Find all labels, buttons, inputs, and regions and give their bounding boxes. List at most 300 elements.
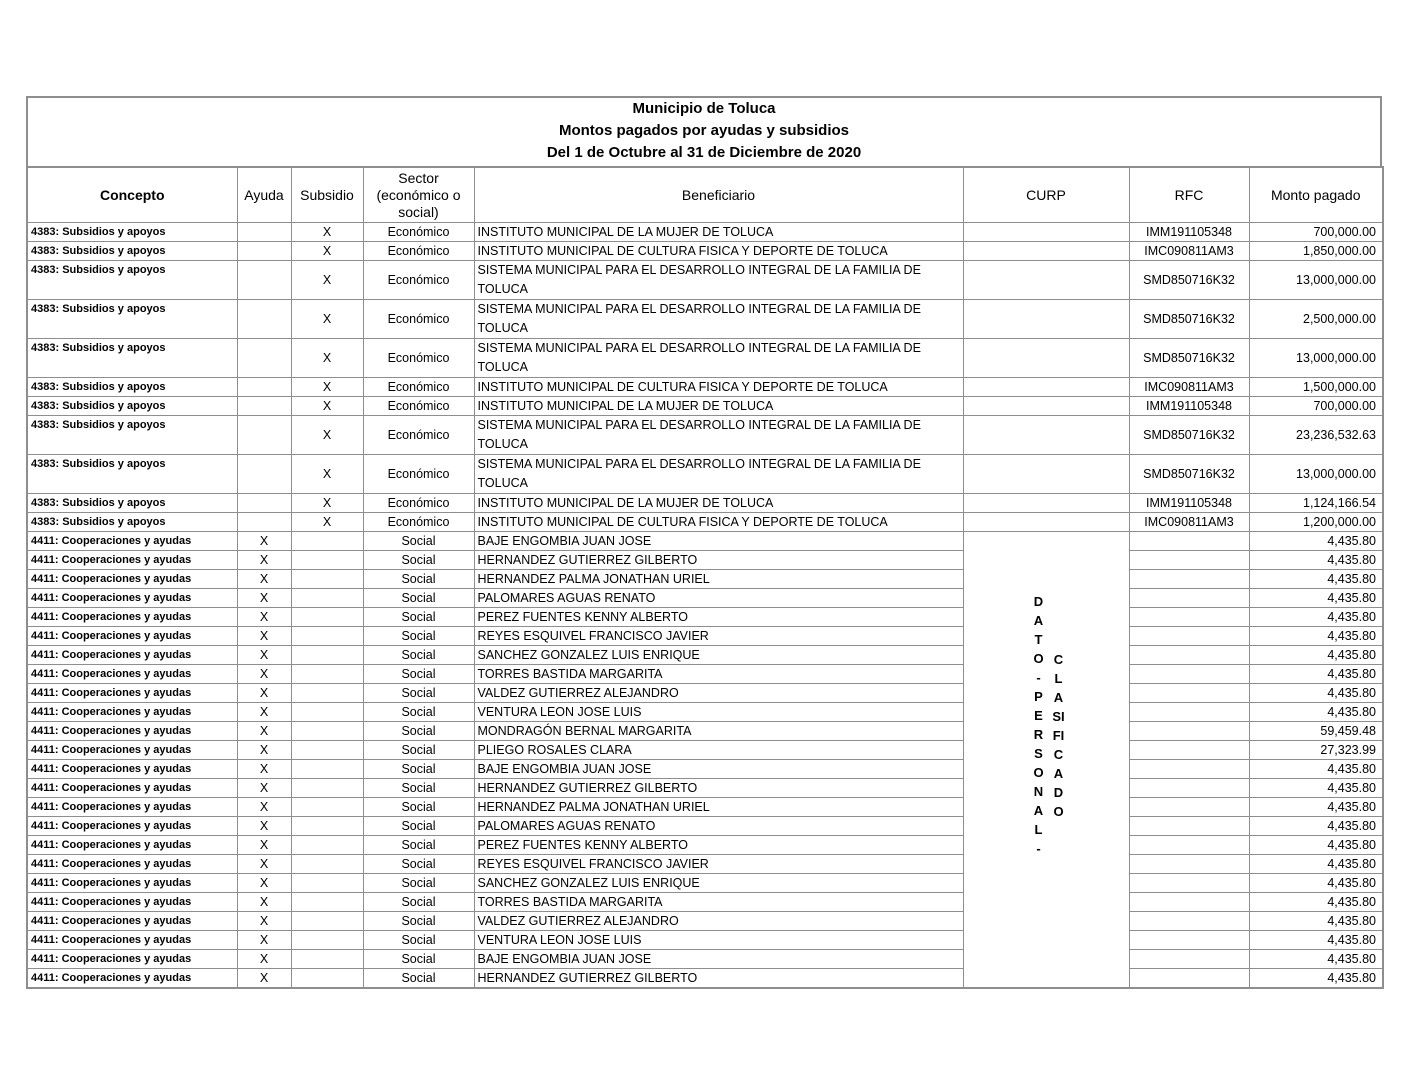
table-row [27, 855, 1383, 874]
cell-sector: Económico [363, 455, 474, 494]
cell-concepto: 4411: Cooperaciones y ayudas [27, 589, 237, 608]
cell-sector: Social [363, 836, 474, 855]
cell-ayuda: X [237, 608, 291, 627]
cell-sector: Social [363, 608, 474, 627]
table-row [27, 551, 1383, 570]
cell-rfc [1129, 836, 1249, 855]
cell-concepto: 4411: Cooperaciones y ayudas [27, 684, 237, 703]
cell-sector: Económico [363, 339, 474, 378]
cell-rfc [1129, 684, 1249, 703]
cell-concepto: 4411: Cooperaciones y ayudas [27, 912, 237, 931]
cell-sector: Social [363, 817, 474, 836]
table-row [27, 627, 1383, 646]
cell-subsidio [291, 741, 363, 760]
cell-beneficiario: INSTITUTO MUNICIPAL DE LA MUJER DE TOLUCA [474, 494, 963, 513]
cell-monto: 4,435.80 [1249, 874, 1383, 893]
payments-table [26, 166, 1384, 989]
cell-sector: Social [363, 551, 474, 570]
cell-rfc: IMC090811AM3 [1129, 378, 1249, 397]
report-subtitle: Montos pagados por ayudas y subsidios [558, 122, 850, 139]
cell-rfc: IMM191105348 [1129, 397, 1249, 416]
cell-beneficiario: REYES ESQUIVEL FRANCISCO JAVIER [474, 627, 963, 646]
cell-subsidio [291, 684, 363, 703]
cell-subsidio [291, 570, 363, 589]
cell-sector: Social [363, 722, 474, 741]
cell-monto: 4,435.80 [1249, 703, 1383, 722]
cell-monto: 4,435.80 [1249, 665, 1383, 684]
cell-beneficiario: PALOMARES AGUAS RENATO [474, 589, 963, 608]
table-row [27, 931, 1383, 950]
cell-rfc [1129, 703, 1249, 722]
cell-ayuda: X [237, 722, 291, 741]
cell-sector: Económico [363, 378, 474, 397]
cell-concepto: 4411: Cooperaciones y ayudas [27, 741, 237, 760]
cell-ayuda: X [237, 646, 291, 665]
cell-beneficiario: SISTEMA MUNICIPAL PARA EL DESARROLLO INTEGRAL DE LA FAMILIA DE TOLUCA [474, 455, 963, 494]
cell-sector: Social [363, 950, 474, 969]
table-row [27, 339, 1383, 378]
cell-rfc: IMM191105348 [1129, 494, 1249, 513]
cell-concepto: 4383: Subsidios y apoyos [27, 513, 237, 532]
cell-monto: 1,850,000.00 [1249, 242, 1383, 261]
cell-sector: Económico [363, 494, 474, 513]
cell-monto: 4,435.80 [1249, 627, 1383, 646]
cell-concepto: 4411: Cooperaciones y ayudas [27, 532, 237, 551]
cell-subsidio [291, 627, 363, 646]
cell-concepto: 4411: Cooperaciones y ayudas [27, 855, 237, 874]
table-row [27, 722, 1383, 741]
cell-rfc [1129, 931, 1249, 950]
cell-subsidio [291, 969, 363, 989]
cell-rfc [1129, 874, 1249, 893]
cell-ayuda: X [237, 589, 291, 608]
cell-sector: Social [363, 646, 474, 665]
table-header-row [27, 167, 1383, 223]
cell-concepto: 4411: Cooperaciones y ayudas [27, 779, 237, 798]
cell-subsidio [291, 703, 363, 722]
cell-subsidio [291, 665, 363, 684]
cell-rfc: SMD850716K32 [1129, 261, 1249, 300]
cell-concepto: 4411: Cooperaciones y ayudas [27, 931, 237, 950]
cell-beneficiario: PEREZ FUENTES KENNY ALBERTO [474, 836, 963, 855]
cell-rfc [1129, 779, 1249, 798]
cell-ayuda: X [237, 969, 291, 989]
cell-subsidio: X [291, 416, 363, 455]
cell-concepto: 4383: Subsidios y apoyos [27, 378, 237, 397]
cell-monto: 23,236,532.63 [1249, 416, 1383, 455]
cell-monto: 4,435.80 [1249, 570, 1383, 589]
cell-monto: 4,435.80 [1249, 779, 1383, 798]
cell-subsidio [291, 779, 363, 798]
table-row [27, 969, 1383, 989]
cell-rfc: SMD850716K32 [1129, 339, 1249, 378]
cell-sector: Social [363, 570, 474, 589]
cell-beneficiario: BAJE ENGOMBIA JUAN JOSE [474, 950, 963, 969]
report-period: Del 1 de Octubre al 31 de Diciembre de 2020 [546, 144, 862, 161]
cell-monto: 4,435.80 [1249, 893, 1383, 912]
cell-ayuda [237, 378, 291, 397]
cell-monto: 4,435.80 [1249, 589, 1383, 608]
cell-sector: Social [363, 969, 474, 989]
redaction-label-clasificado: CLASIFICADO [1052, 652, 1065, 819]
cell-sector: Económico [363, 242, 474, 261]
cell-rfc [1129, 741, 1249, 760]
cell-beneficiario: VALDEZ GUTIERREZ ALEJANDRO [474, 912, 963, 931]
cell-monto: 27,323.99 [1249, 741, 1383, 760]
cell-sector: Social [363, 627, 474, 646]
cell-subsidio [291, 950, 363, 969]
cell-ayuda [237, 397, 291, 416]
cell-concepto: 4411: Cooperaciones y ayudas [27, 722, 237, 741]
cell-concepto: 4411: Cooperaciones y ayudas [27, 646, 237, 665]
cell-concepto: 4411: Cooperaciones y ayudas [27, 665, 237, 684]
cell-subsidio: X [291, 378, 363, 397]
table-row [27, 608, 1383, 627]
col-concepto: Concepto [27, 167, 237, 223]
table-row [27, 261, 1383, 300]
cell-subsidio: X [291, 397, 363, 416]
cell-rfc [1129, 969, 1249, 989]
cell-subsidio: X [291, 494, 363, 513]
col-sector: Sector (económico o social) [363, 167, 474, 223]
cell-beneficiario: TORRES BASTIDA MARGARITA [474, 893, 963, 912]
cell-beneficiario: INSTITUTO MUNICIPAL DE CULTURA FISICA Y DEPORTE DE TOLUCA [474, 242, 963, 261]
cell-curp [963, 397, 1129, 416]
table-row [27, 532, 1383, 551]
cell-sector: Económico [363, 223, 474, 242]
cell-rfc: SMD850716K32 [1129, 416, 1249, 455]
cell-concepto: 4383: Subsidios y apoyos [27, 223, 237, 242]
table-row [27, 570, 1383, 589]
cell-rfc [1129, 532, 1249, 551]
table-row [27, 741, 1383, 760]
cell-rfc [1129, 665, 1249, 684]
cell-sector: Social [363, 779, 474, 798]
cell-ayuda: X [237, 570, 291, 589]
cell-monto: 700,000.00 [1249, 397, 1383, 416]
col-ayuda: Ayuda [237, 167, 291, 223]
cell-subsidio [291, 608, 363, 627]
cell-rfc: SMD850716K32 [1129, 455, 1249, 494]
cell-sector: Económico [363, 261, 474, 300]
cell-ayuda: X [237, 817, 291, 836]
cell-rfc: IMC090811AM3 [1129, 513, 1249, 532]
cell-beneficiario: VENTURA LEON JOSE LUIS [474, 931, 963, 950]
cell-monto: 4,435.80 [1249, 950, 1383, 969]
table-row [27, 893, 1383, 912]
report-header [26, 96, 1382, 166]
cell-sector: Social [363, 703, 474, 722]
cell-rfc [1129, 798, 1249, 817]
cell-subsidio [291, 589, 363, 608]
cell-monto: 4,435.80 [1249, 969, 1383, 989]
cell-curp [963, 300, 1129, 339]
cell-beneficiario: SISTEMA MUNICIPAL PARA EL DESARROLLO INTEGRAL DE LA FAMILIA DE TOLUCA [474, 416, 963, 455]
cell-monto: 4,435.80 [1249, 912, 1383, 931]
cell-rfc [1129, 608, 1249, 627]
cell-sector: Social [363, 760, 474, 779]
cell-subsidio [291, 912, 363, 931]
table-row [27, 242, 1383, 261]
cell-concepto: 4411: Cooperaciones y ayudas [27, 893, 237, 912]
cell-ayuda: X [237, 779, 291, 798]
cell-beneficiario: SANCHEZ GONZALEZ LUIS ENRIQUE [474, 646, 963, 665]
cell-ayuda [237, 242, 291, 261]
cell-concepto: 4383: Subsidios y apoyos [27, 261, 237, 300]
cell-concepto: 4411: Cooperaciones y ayudas [27, 627, 237, 646]
cell-subsidio: X [291, 513, 363, 532]
table-row [27, 300, 1383, 339]
table-row [27, 798, 1383, 817]
cell-beneficiario: PEREZ FUENTES KENNY ALBERTO [474, 608, 963, 627]
cell-monto: 13,000,000.00 [1249, 261, 1383, 300]
cell-monto: 4,435.80 [1249, 817, 1383, 836]
cell-monto: 4,435.80 [1249, 532, 1383, 551]
cell-concepto: 4411: Cooperaciones y ayudas [27, 950, 237, 969]
cell-concepto: 4411: Cooperaciones y ayudas [27, 570, 237, 589]
cell-concepto: 4411: Cooperaciones y ayudas [27, 836, 237, 855]
cell-beneficiario: SISTEMA MUNICIPAL PARA EL DESARROLLO INTEGRAL DE LA FAMILIA DE TOLUCA [474, 339, 963, 378]
table-row [27, 397, 1383, 416]
table-row [27, 779, 1383, 798]
cell-sector: Social [363, 874, 474, 893]
cell-ayuda: X [237, 931, 291, 950]
cell-curp [963, 339, 1129, 378]
table-row [27, 874, 1383, 893]
table-row [27, 684, 1383, 703]
table-row [27, 950, 1383, 969]
cell-subsidio: X [291, 223, 363, 242]
cell-concepto: 4383: Subsidios y apoyos [27, 300, 237, 339]
cell-monto: 700,000.00 [1249, 223, 1383, 242]
col-curp: CURP [963, 167, 1129, 223]
cell-curp [963, 242, 1129, 261]
cell-ayuda: X [237, 836, 291, 855]
cell-concepto: 4411: Cooperaciones y ayudas [27, 969, 237, 989]
cell-beneficiario: HERNANDEZ GUTIERREZ GILBERTO [474, 551, 963, 570]
cell-subsidio [291, 798, 363, 817]
cell-subsidio: X [291, 242, 363, 261]
cell-rfc [1129, 760, 1249, 779]
cell-sector: Económico [363, 416, 474, 455]
table-row [27, 703, 1383, 722]
table-row [27, 416, 1383, 455]
cell-rfc [1129, 627, 1249, 646]
cell-subsidio [291, 646, 363, 665]
cell-rfc: IMM191105348 [1129, 223, 1249, 242]
cell-curp [963, 513, 1129, 532]
cell-ayuda: X [237, 950, 291, 969]
cell-subsidio: X [291, 339, 363, 378]
cell-concepto: 4411: Cooperaciones y ayudas [27, 760, 237, 779]
cell-beneficiario: SISTEMA MUNICIPAL PARA EL DESARROLLO INTEGRAL DE LA FAMILIA DE TOLUCA [474, 300, 963, 339]
cell-ayuda [237, 494, 291, 513]
cell-curp [963, 494, 1129, 513]
table-body [27, 223, 1383, 989]
cell-beneficiario: HERNANDEZ PALMA JONATHAN URIEL [474, 798, 963, 817]
cell-ayuda: X [237, 760, 291, 779]
cell-sector: Económico [363, 513, 474, 532]
report-title: Municipio de Toluca [632, 100, 776, 117]
report-sheet [26, 96, 1382, 989]
cell-ayuda: X [237, 665, 291, 684]
table-row [27, 836, 1383, 855]
cell-monto: 4,435.80 [1249, 760, 1383, 779]
cell-ayuda [237, 455, 291, 494]
cell-subsidio [291, 836, 363, 855]
cell-subsidio [291, 760, 363, 779]
cell-ayuda [237, 300, 291, 339]
cell-curp [963, 378, 1129, 397]
table-row [27, 378, 1383, 397]
cell-concepto: 4411: Cooperaciones y ayudas [27, 817, 237, 836]
cell-beneficiario: VALDEZ GUTIERREZ ALEJANDRO [474, 684, 963, 703]
cell-subsidio: X [291, 300, 363, 339]
cell-rfc [1129, 570, 1249, 589]
cell-concepto: 4383: Subsidios y apoyos [27, 455, 237, 494]
cell-concepto: 4383: Subsidios y apoyos [27, 242, 237, 261]
cell-concepto: 4383: Subsidios y apoyos [27, 416, 237, 455]
cell-sector: Social [363, 741, 474, 760]
cell-concepto: 4383: Subsidios y apoyos [27, 397, 237, 416]
cell-rfc [1129, 551, 1249, 570]
cell-rfc: IMC090811AM3 [1129, 242, 1249, 261]
cell-beneficiario: INSTITUTO MUNICIPAL DE LA MUJER DE TOLUCA [474, 223, 963, 242]
cell-sector: Social [363, 855, 474, 874]
cell-monto: 4,435.80 [1249, 931, 1383, 950]
cell-monto: 4,435.80 [1249, 798, 1383, 817]
cell-monto: 4,435.80 [1249, 855, 1383, 874]
table-row [27, 223, 1383, 242]
redaction-label-personal: DATO - PERSONAL - [1033, 594, 1044, 856]
cell-ayuda: X [237, 684, 291, 703]
cell-subsidio [291, 722, 363, 741]
cell-sector: Social [363, 893, 474, 912]
cell-monto: 4,435.80 [1249, 551, 1383, 570]
cell-concepto: 4411: Cooperaciones y ayudas [27, 703, 237, 722]
col-monto: Monto pagado [1249, 167, 1383, 223]
cell-monto: 13,000,000.00 [1249, 455, 1383, 494]
cell-sector: Social [363, 912, 474, 931]
table-row [27, 665, 1383, 684]
table-row [27, 494, 1383, 513]
cell-sector: Social [363, 798, 474, 817]
cell-subsidio [291, 893, 363, 912]
col-beneficiario: Beneficiario [474, 167, 963, 223]
cell-ayuda: X [237, 551, 291, 570]
cell-ayuda: X [237, 627, 291, 646]
cell-beneficiario: INSTITUTO MUNICIPAL DE CULTURA FISICA Y DEPORTE DE TOLUCA [474, 378, 963, 397]
cell-ayuda [237, 513, 291, 532]
cell-ayuda: X [237, 798, 291, 817]
cell-ayuda: X [237, 703, 291, 722]
cell-sector: Económico [363, 300, 474, 339]
cell-monto: 4,435.80 [1249, 608, 1383, 627]
col-rfc: RFC [1129, 167, 1249, 223]
cell-ayuda [237, 223, 291, 242]
table-row [27, 912, 1383, 931]
cell-monto: 13,000,000.00 [1249, 339, 1383, 378]
cell-rfc [1129, 722, 1249, 741]
cell-ayuda [237, 416, 291, 455]
cell-curp [963, 261, 1129, 300]
cell-beneficiario: INSTITUTO MUNICIPAL DE LA MUJER DE TOLUCA [474, 397, 963, 416]
table-row [27, 513, 1383, 532]
cell-concepto: 4383: Subsidios y apoyos [27, 339, 237, 378]
cell-beneficiario: BAJE ENGOMBIA JUAN JOSE [474, 532, 963, 551]
cell-beneficiario: INSTITUTO MUNICIPAL DE CULTURA FISICA Y DEPORTE DE TOLUCA [474, 513, 963, 532]
table-row [27, 760, 1383, 779]
cell-curp [963, 416, 1129, 455]
cell-subsidio [291, 855, 363, 874]
curp-redaction-cell [963, 532, 1129, 989]
cell-subsidio [291, 817, 363, 836]
cell-monto: 4,435.80 [1249, 684, 1383, 703]
cell-beneficiario: HERNANDEZ PALMA JONATHAN URIEL [474, 570, 963, 589]
cell-beneficiario: TORRES BASTIDA MARGARITA [474, 665, 963, 684]
cell-sector: Económico [363, 397, 474, 416]
cell-ayuda: X [237, 912, 291, 931]
cell-subsidio: X [291, 455, 363, 494]
cell-concepto: 4411: Cooperaciones y ayudas [27, 551, 237, 570]
cell-sector: Social [363, 665, 474, 684]
cell-subsidio [291, 931, 363, 950]
cell-monto: 2,500,000.00 [1249, 300, 1383, 339]
cell-ayuda: X [237, 874, 291, 893]
table-row [27, 817, 1383, 836]
cell-concepto: 4383: Subsidios y apoyos [27, 494, 237, 513]
cell-beneficiario: PLIEGO ROSALES CLARA [474, 741, 963, 760]
col-subsidio: Subsidio [291, 167, 363, 223]
cell-ayuda: X [237, 532, 291, 551]
cell-subsidio [291, 532, 363, 551]
cell-beneficiario: HERNANDEZ GUTIERREZ GILBERTO [474, 969, 963, 989]
cell-rfc [1129, 855, 1249, 874]
cell-rfc: SMD850716K32 [1129, 300, 1249, 339]
cell-beneficiario: SISTEMA MUNICIPAL PARA EL DESARROLLO INTEGRAL DE LA FAMILIA DE TOLUCA [474, 261, 963, 300]
cell-subsidio [291, 874, 363, 893]
cell-ayuda: X [237, 741, 291, 760]
cell-ayuda: X [237, 893, 291, 912]
cell-sector: Social [363, 684, 474, 703]
cell-rfc [1129, 893, 1249, 912]
cell-rfc [1129, 950, 1249, 969]
cell-beneficiario: MONDRAGÓN BERNAL MARGARITA [474, 722, 963, 741]
cell-curp [963, 223, 1129, 242]
cell-monto: 1,200,000.00 [1249, 513, 1383, 532]
cell-monto: 4,435.80 [1249, 646, 1383, 665]
table-row [27, 589, 1383, 608]
cell-monto: 4,435.80 [1249, 836, 1383, 855]
cell-rfc [1129, 646, 1249, 665]
cell-beneficiario: HERNANDEZ GUTIERREZ GILBERTO [474, 779, 963, 798]
cell-sector: Social [363, 532, 474, 551]
cell-concepto: 4411: Cooperaciones y ayudas [27, 874, 237, 893]
cell-subsidio [291, 551, 363, 570]
cell-curp [963, 455, 1129, 494]
cell-ayuda: X [237, 855, 291, 874]
cell-beneficiario: VENTURA LEON JOSE LUIS [474, 703, 963, 722]
cell-subsidio: X [291, 261, 363, 300]
cell-monto: 1,124,166.54 [1249, 494, 1383, 513]
cell-rfc [1129, 817, 1249, 836]
cell-monto: 59,459.48 [1249, 722, 1383, 741]
cell-beneficiario: BAJE ENGOMBIA JUAN JOSE [474, 760, 963, 779]
cell-beneficiario: PALOMARES AGUAS RENATO [474, 817, 963, 836]
table-row [27, 455, 1383, 494]
table-row [27, 646, 1383, 665]
cell-sector: Social [363, 589, 474, 608]
